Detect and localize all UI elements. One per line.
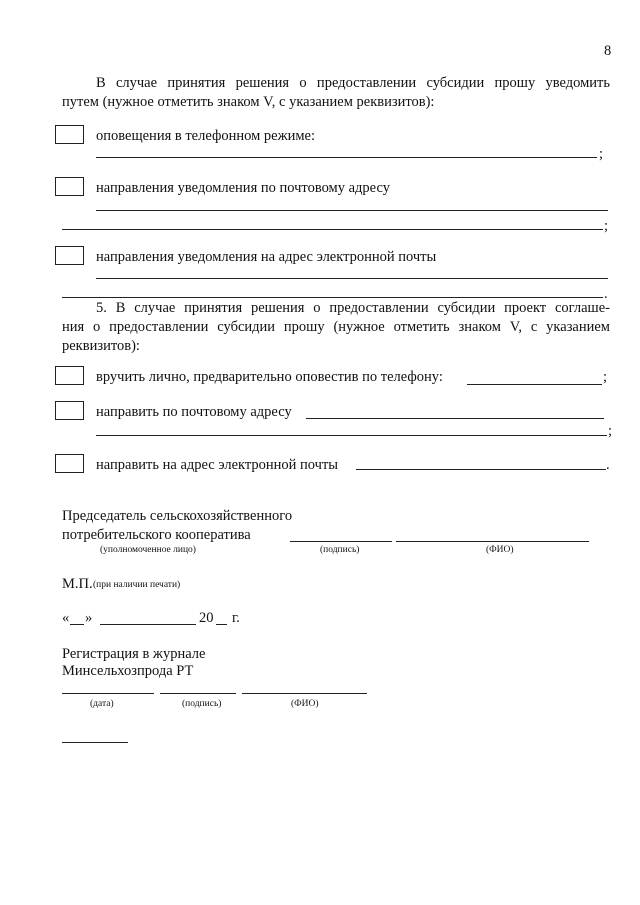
section5-line-3: реквизитов): xyxy=(62,338,140,354)
send-by-email-end: . xyxy=(606,457,610,473)
option-deliver-personally-label: вручить лично, предварительно оповестив по телефону: xyxy=(96,369,443,385)
date-day-field[interactable] xyxy=(70,624,84,625)
date-month-field[interactable] xyxy=(100,624,196,625)
registration-date-field[interactable] xyxy=(62,693,154,694)
checkbox-send-by-post[interactable] xyxy=(55,401,84,420)
date-year-prefix: 20 xyxy=(199,610,214,626)
postal-notification-field-1[interactable] xyxy=(96,210,608,211)
checkbox-phone-notification[interactable] xyxy=(55,125,84,144)
email-notification-field-1[interactable] xyxy=(96,278,608,279)
caption-authorized-person: (уполномоченное лицо) xyxy=(100,545,196,555)
phone-notification-field[interactable] xyxy=(96,157,597,158)
date-close-quote: » xyxy=(85,610,93,626)
registration-caption-date: (дата) xyxy=(90,699,114,709)
footnote-separator xyxy=(62,742,128,743)
registration-signature-field[interactable] xyxy=(160,693,236,694)
stamp-label: М.П. xyxy=(62,576,93,592)
send-by-post-field-2[interactable] xyxy=(96,435,607,436)
option-send-by-email-label: направить на адрес электронной почты xyxy=(96,457,339,473)
registration-name-field[interactable] xyxy=(242,693,367,694)
full-name-field[interactable] xyxy=(396,541,589,542)
registration-caption-signature: (подпись) xyxy=(182,699,222,709)
registration-line-1: Регистрация в журнале xyxy=(62,646,206,662)
option-postal-notification-label: направления уведомления по почтовому адресу xyxy=(96,180,390,196)
registration-caption-name: (ФИО) xyxy=(291,699,319,709)
email-notification-field-2[interactable] xyxy=(62,297,603,298)
email-notification-end: . xyxy=(604,286,608,302)
signature-field[interactable] xyxy=(290,541,392,542)
deliver-personally-phone-field[interactable] xyxy=(467,384,602,385)
option-phone-notification-label: оповещения в телефонном режиме: xyxy=(96,128,316,144)
send-by-email-field[interactable] xyxy=(356,469,606,470)
checkbox-send-by-email[interactable] xyxy=(55,454,84,473)
date-open-quote: « xyxy=(62,610,70,626)
checkbox-deliver-personally[interactable] xyxy=(55,366,84,385)
postal-notification-field-2[interactable] xyxy=(62,229,603,230)
signatory-title-line-2: потребительского кооператива xyxy=(62,527,251,543)
registration-line-2: Минсельхозпрода РТ xyxy=(62,663,194,679)
caption-signature: (подпись) xyxy=(320,545,360,555)
stamp-note: (при наличии печати) xyxy=(93,580,181,590)
caption-full-name: (ФИО) xyxy=(486,545,514,555)
checkbox-postal-notification[interactable] xyxy=(55,177,84,196)
send-by-post-field-1[interactable] xyxy=(306,418,604,419)
intro-line-1: В случае принятия решения о предоставлении субсидии прошу уведомить xyxy=(96,75,610,91)
option-email-notification-label: направления уведомления на адрес электронной почты xyxy=(96,249,437,265)
postal-notification-end: ; xyxy=(604,218,609,234)
signatory-title-line-1: Председатель сельскохозяйственного xyxy=(62,508,293,524)
send-by-post-end: ; xyxy=(608,423,613,439)
intro-line-2: путем (нужное отметить знаком V, с указанием реквизитов): xyxy=(62,94,435,110)
option-send-by-post-label: направить по почтовому адресу xyxy=(96,404,292,420)
section5-line-2: ния о предоставлении субсидии прошу (нужное отметить знаком V, с указанием xyxy=(62,319,610,335)
checkbox-email-notification[interactable] xyxy=(55,246,84,265)
page-number: 8 xyxy=(604,43,612,59)
section5-line-1: 5. В случае принятия решения о предоставлении субсидии проект соглаше- xyxy=(96,300,610,316)
deliver-personally-end: ; xyxy=(603,369,608,385)
date-year-field[interactable] xyxy=(216,624,227,625)
date-year-suffix: г. xyxy=(232,610,240,626)
phone-notification-end: ; xyxy=(599,146,604,162)
